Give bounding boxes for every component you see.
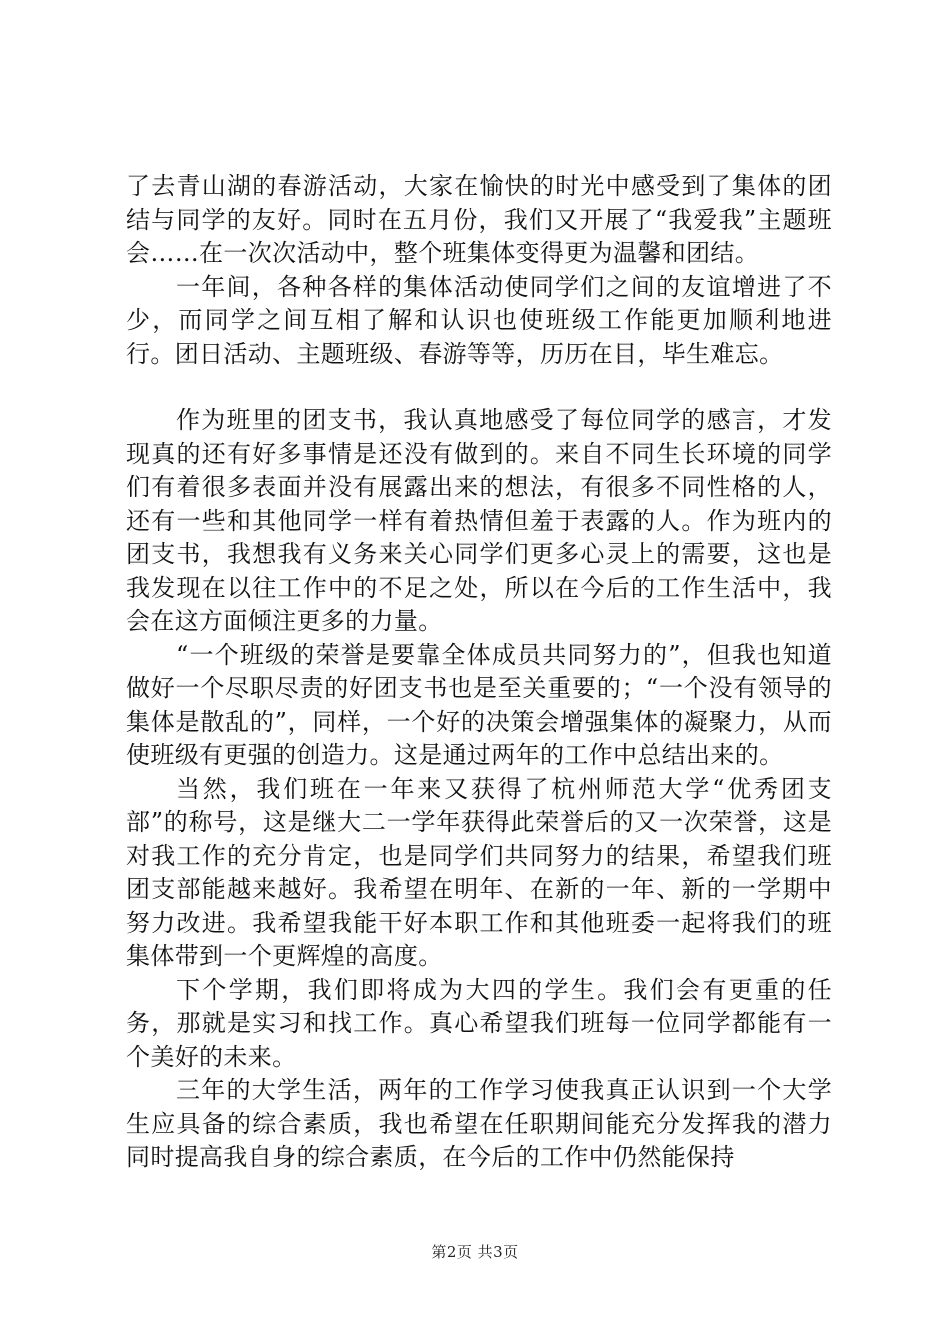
paragraph-3: 作为班里的团支书，我认真地感受了每位同学的感言，才发现真的还有好多事情是还没有做到的。来自不同生长环境的同学们有着很多表面并没有展露出来的想法，有很多不同性格的人，还有一些和其他同学一样有着热情但羞于表露的人。作为班内的团支书，我想我有义务来关心同学们更多心灵上的需要，这也是我发现在以往工作中的不足之处，所以在今后的工作生活中，我会在这方面倾注更多的力量。: [126, 406, 832, 635]
paragraph-5: 当然，我们班在一年来又获得了杭州师范大学“优秀团支部”的称号，这是继大二一学年获得此荣誉后的又一次荣誉，这是对我工作的充分肯定，也是同学们共同努力的结果，希望我们班团支部能越来越好。我希望在明年、在新的一年、新的一学期中努力改进。我希望我能干好本职工作和其他班委一起将我们的班集体带到一个更辉煌的高度。: [126, 774, 832, 970]
paragraph-7: 三年的大学生活，两年的工作学习使我真正认识到一个大学生应具备的综合素质，我也希望在任职期间能充分发挥我的潜力同时提高我自身的综合素质，在今后的工作中仍然能保持: [126, 1076, 832, 1171]
paragraph-1: 了去青山湖的春游活动，大家在愉快的时光中感受到了集体的团结与同学的友好。同时在五月份，我们又开展了“我爱我”主题班会……在一次次活动中，整个班集体变得更为温馨和团结。: [126, 172, 832, 267]
paragraph-4: “一个班级的荣誉是要靠全体成员共同努力的”，但我也知道做好一个尽职尽责的好团支书也是至关重要的；“一个没有领导的集体是散乱的”，同样，一个好的决策会增强集体的凝聚力，从而使班级有更强的创造力。这是通过两年的工作中总结出来的。: [126, 640, 832, 769]
paragraph-6: 下个学期，我们即将成为大四的学生。我们会有更重的任务，那就是实习和找工作。真心希望我们班每一位同学都能有一个美好的未来。: [126, 975, 832, 1071]
paragraph-2: 一年间，各种各样的集体活动使同学们之间的友谊增进了不少，而同学之间互相了解和认识也使班级工作能更加顺利地进行。团日活动、主题班级、春游等等，历历在目，毕生难忘。: [126, 272, 832, 368]
document-body: [126, 170, 832, 1175]
page-number-footer: 第2页 共3页: [431, 1243, 519, 1261]
